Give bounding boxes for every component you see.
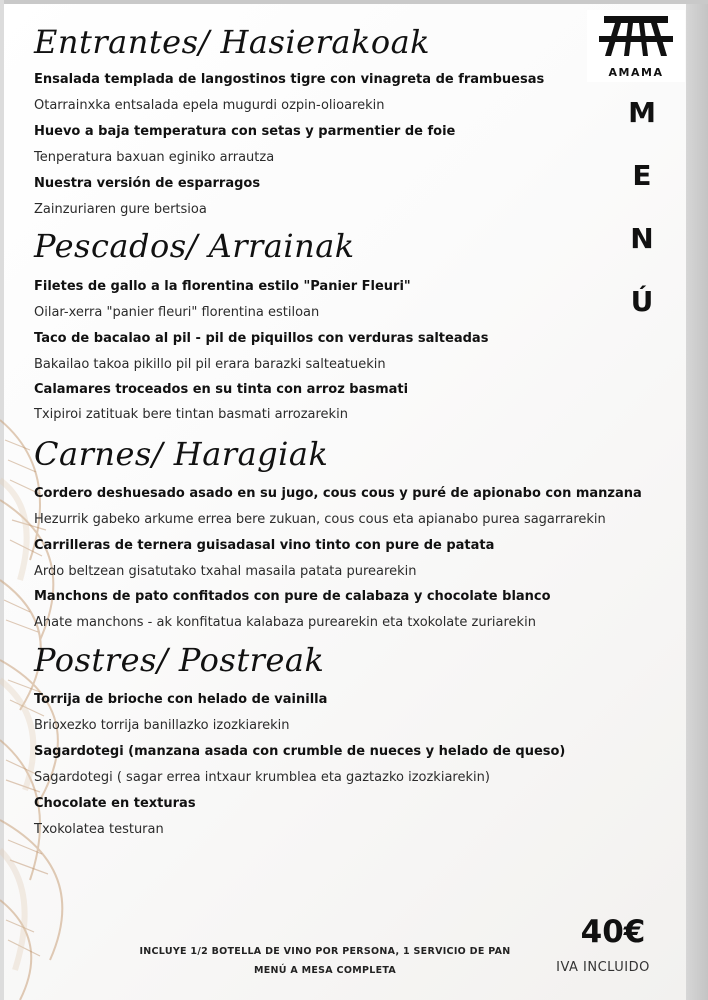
dish-translation: Txipiroi zatituak bere tintan basmati arrozarekin [34, 407, 348, 422]
page-edge-right [686, 0, 708, 1000]
menu-letter-m: M [628, 96, 656, 129]
dish-translation: Zainzuriaren gure bertsioa [34, 202, 207, 217]
dish-translation: Ahate manchons - ak konfitatua kalabaza purearekin eta txokolate zuriarekin [34, 615, 536, 630]
brand-name: AMAMA [608, 66, 664, 79]
dish-translation: Ardo beltzean gisatutako txahal masaila patata purearekin [34, 564, 417, 579]
dish-name: Taco de bacalao al pil - pil de piquillos con verduras salteadas [34, 331, 489, 346]
dish-name: Torrija de brioche con helado de vainilla [34, 692, 328, 707]
section-title-entrantes: Entrantes/ Hasierakoak [34, 23, 431, 61]
dish-name: Cordero deshuesado asado en su jugo, cous cous y puré de apionabo con manzana [34, 486, 642, 501]
dish-name: Sagardotegi (manzana asada con crumble de nueces y helado de queso) [34, 744, 566, 759]
dish-translation: Brioxezko torrija banillazko izozkiarekin [34, 718, 290, 733]
dish-translation: Oilar-xerra "panier fleuri" florentina estiloan [34, 305, 320, 320]
brand-logo [587, 10, 685, 82]
section-title-carnes: Carnes/ Haragiak [34, 435, 329, 473]
picnic-table-icon [587, 10, 685, 66]
tax-note: IVA INCLUIDO [556, 960, 650, 975]
menu-price: 40€ [580, 914, 646, 950]
menu-letter-e: E [632, 159, 652, 192]
dish-translation: Txokolatea testuran [34, 822, 164, 837]
dish-translation: Otarrainxka entsalada epela mugurdi ozpin-olioarekin [34, 98, 385, 113]
dish-name: Huevo a baja temperatura con setas y parmentier de foie [34, 124, 456, 139]
footer-table-note: MENÚ A MESA COMPLETA [253, 965, 397, 976]
menu-letter-n: N [630, 222, 654, 255]
dish-translation: Hezurrik gabeko arkume errea bere zukuan, cous cous eta apianabo purea sagarrarekin [34, 512, 606, 527]
dish-name: Nuestra versión de esparragos [34, 176, 261, 191]
dish-translation: Sagardotegi ( sagar errea intxaur krumblea eta gaztazko izozkiarekin) [34, 770, 490, 785]
dish-name: Calamares troceados en su tinta con arroz basmati [34, 382, 409, 397]
dish-name: Filetes de gallo a la florentina estilo "Panier Fleuri" [34, 279, 411, 294]
dish-name: Chocolate en texturas [34, 796, 196, 811]
section-title-pescados: Pescados/ Arrainak [34, 227, 355, 265]
dish-name: Carrilleras de ternera guisadasal vino tinto con pure de patata [34, 538, 495, 553]
dish-name: Manchons de pato confitados con pure de calabaza y chocolate blanco [34, 589, 551, 604]
dish-translation: Bakailao takoa pikillo pil pil erara barazki salteatuekin [34, 357, 386, 372]
dish-name: Ensalada templada de langostinos tigre con vinagreta de frambuesas [34, 72, 545, 87]
menu-letter-u: Ú [630, 285, 654, 318]
section-title-postres: Postres/ Postreak [34, 641, 325, 679]
dish-translation: Tenperatura baxuan eginiko arrautza [34, 150, 275, 165]
page-edge-top [0, 0, 708, 4]
footer-includes: INCLUYE 1/2 BOTELLA DE VINO POR PERSONA, 1 SERVICIO DE PAN [139, 946, 511, 957]
